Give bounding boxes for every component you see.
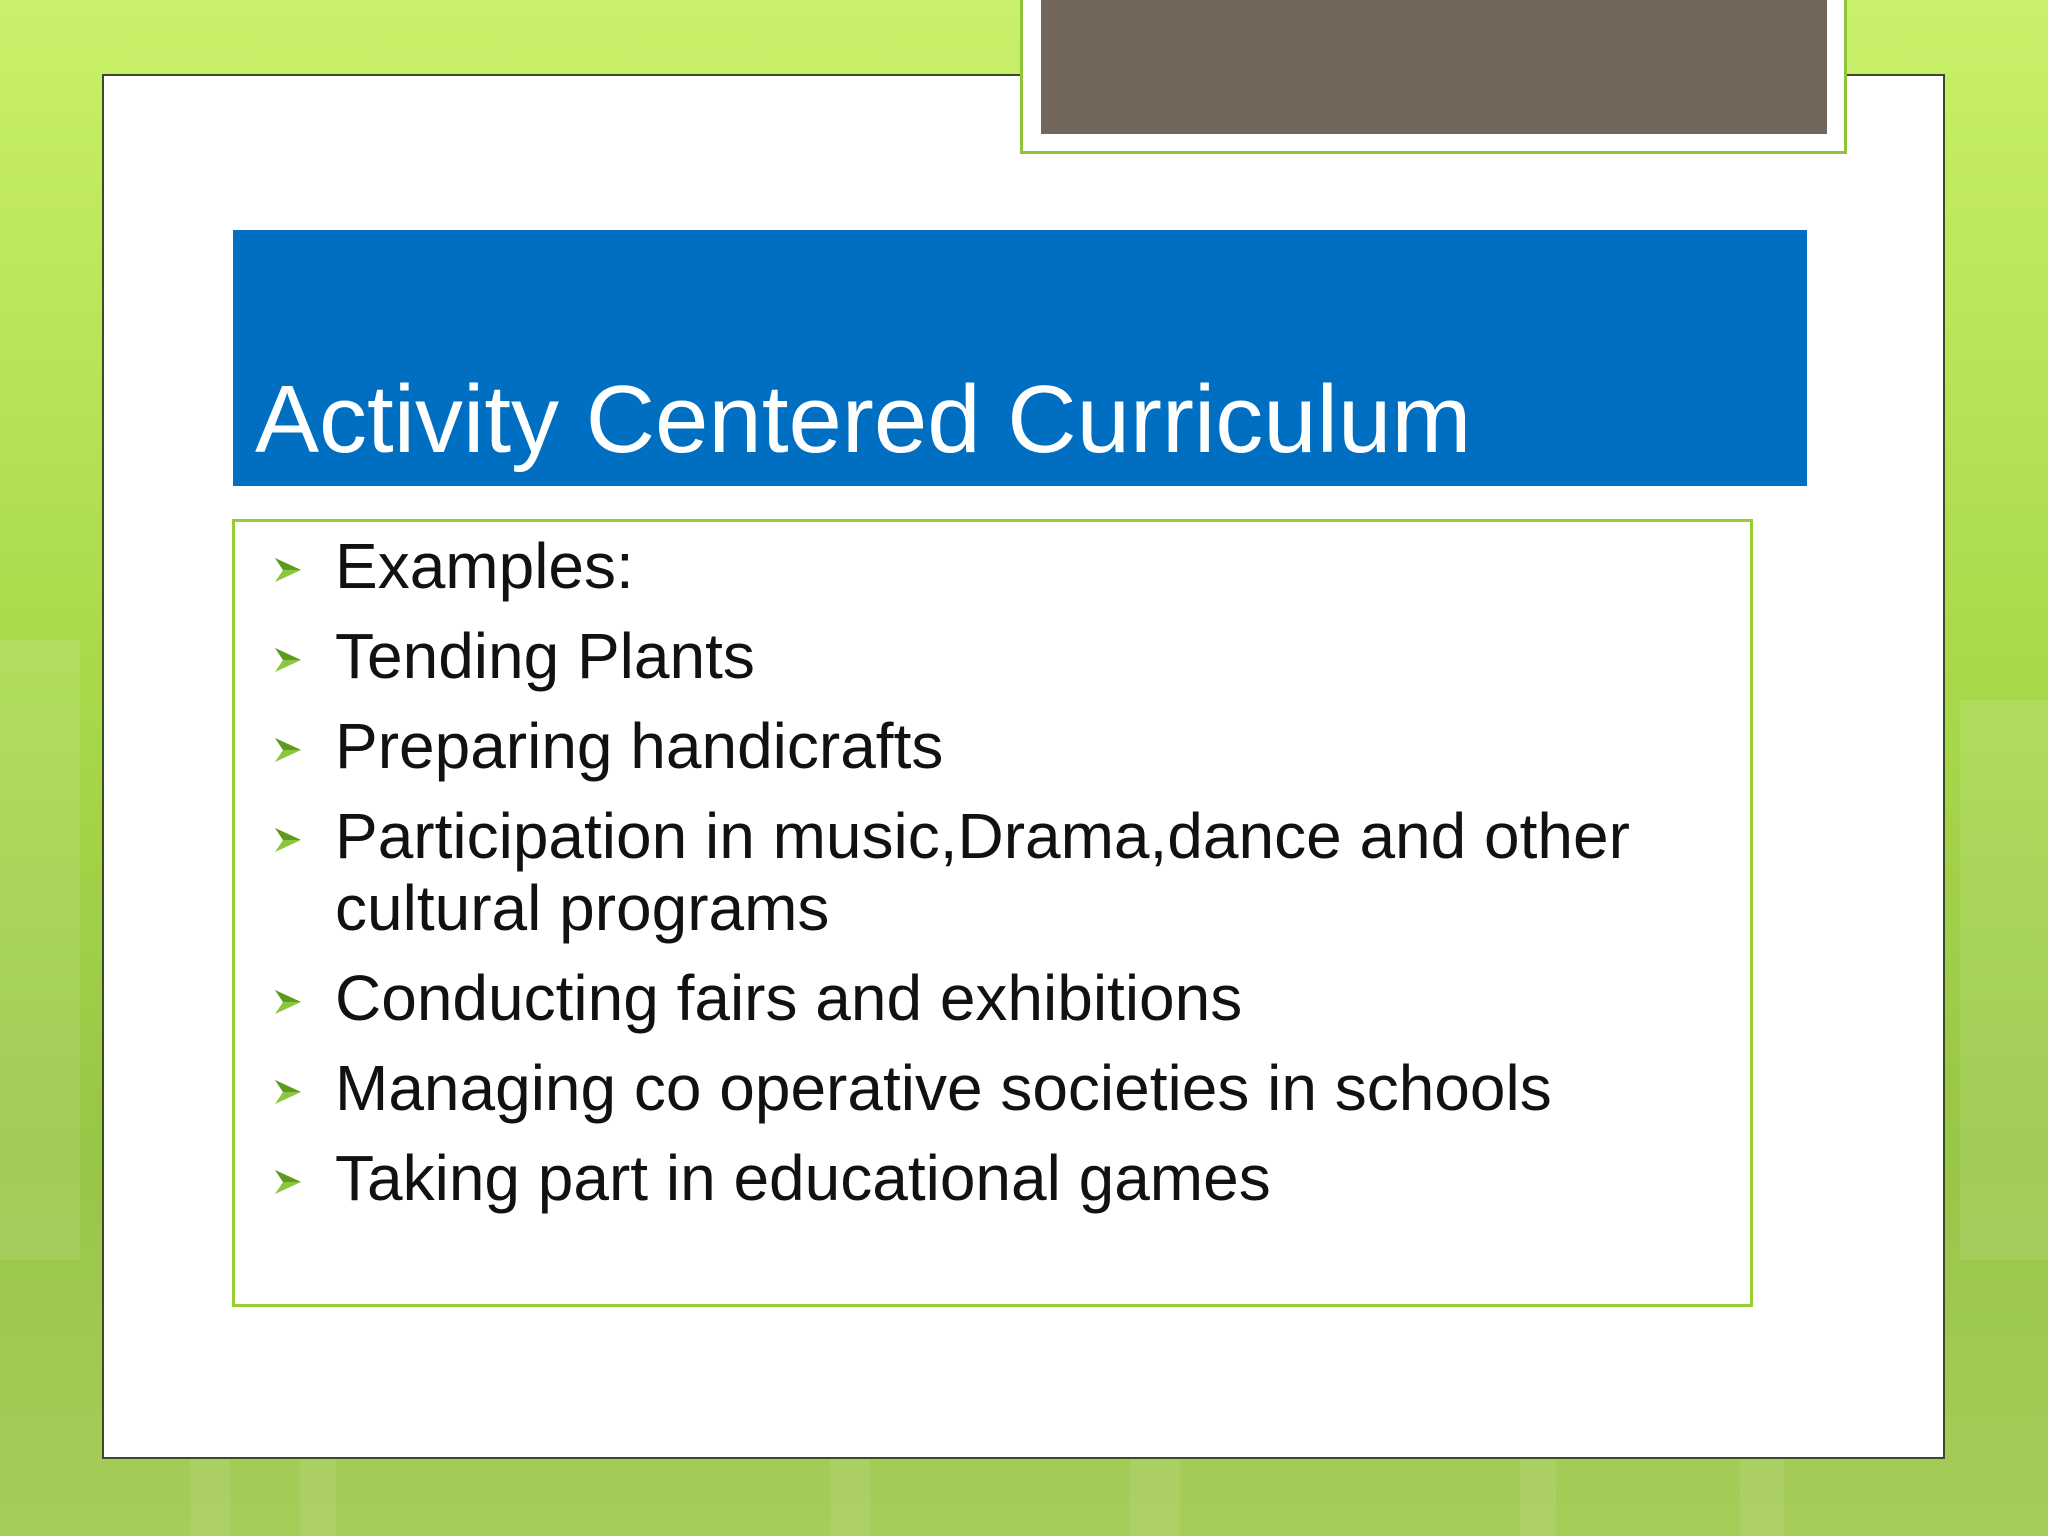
bullet-text: Examples: [335,530,634,602]
list-item [273,710,1730,782]
arrow-bullet-icon [273,988,303,1016]
arrow-bullet-icon [273,646,303,674]
bullet-text: Conducting fairs and exhibitions [335,962,1243,1034]
bullet-list [235,522,1750,1214]
arrow-bullet-icon [273,736,303,764]
bullet-text: Participation in music,Drama,dance and other cultural programs [335,800,1630,944]
bullet-text: Taking part in educational games [335,1142,1271,1214]
background-stripe [1740,1458,1784,1536]
bullet-text: Managing co operative societies in schools [335,1052,1552,1124]
bullet-text: Preparing handicrafts [335,710,944,782]
content-box [232,519,1753,1307]
list-item [273,962,1730,1034]
arrow-bullet-icon [273,1168,303,1196]
list-item [273,530,1730,602]
background-stripe [830,1458,870,1536]
arrow-bullet-icon [273,826,303,854]
background-stripe [300,1458,336,1536]
arrow-bullet-icon [273,1078,303,1106]
bullet-text: Tending Plants [335,620,755,692]
list-item [273,1052,1730,1124]
title-bar [233,230,1807,486]
background-shape [0,640,80,1260]
list-item [273,1142,1730,1214]
background-shape [1960,700,2048,1260]
decorative-tab [1041,0,1827,134]
list-item [273,620,1730,692]
arrow-bullet-icon [273,556,303,584]
slide-title: Activity Centered Curriculum [255,366,1472,473]
background-stripe [1130,1458,1180,1536]
background-stripe [190,1458,230,1536]
background-stripe [1520,1458,1556,1536]
list-item [273,800,1730,944]
